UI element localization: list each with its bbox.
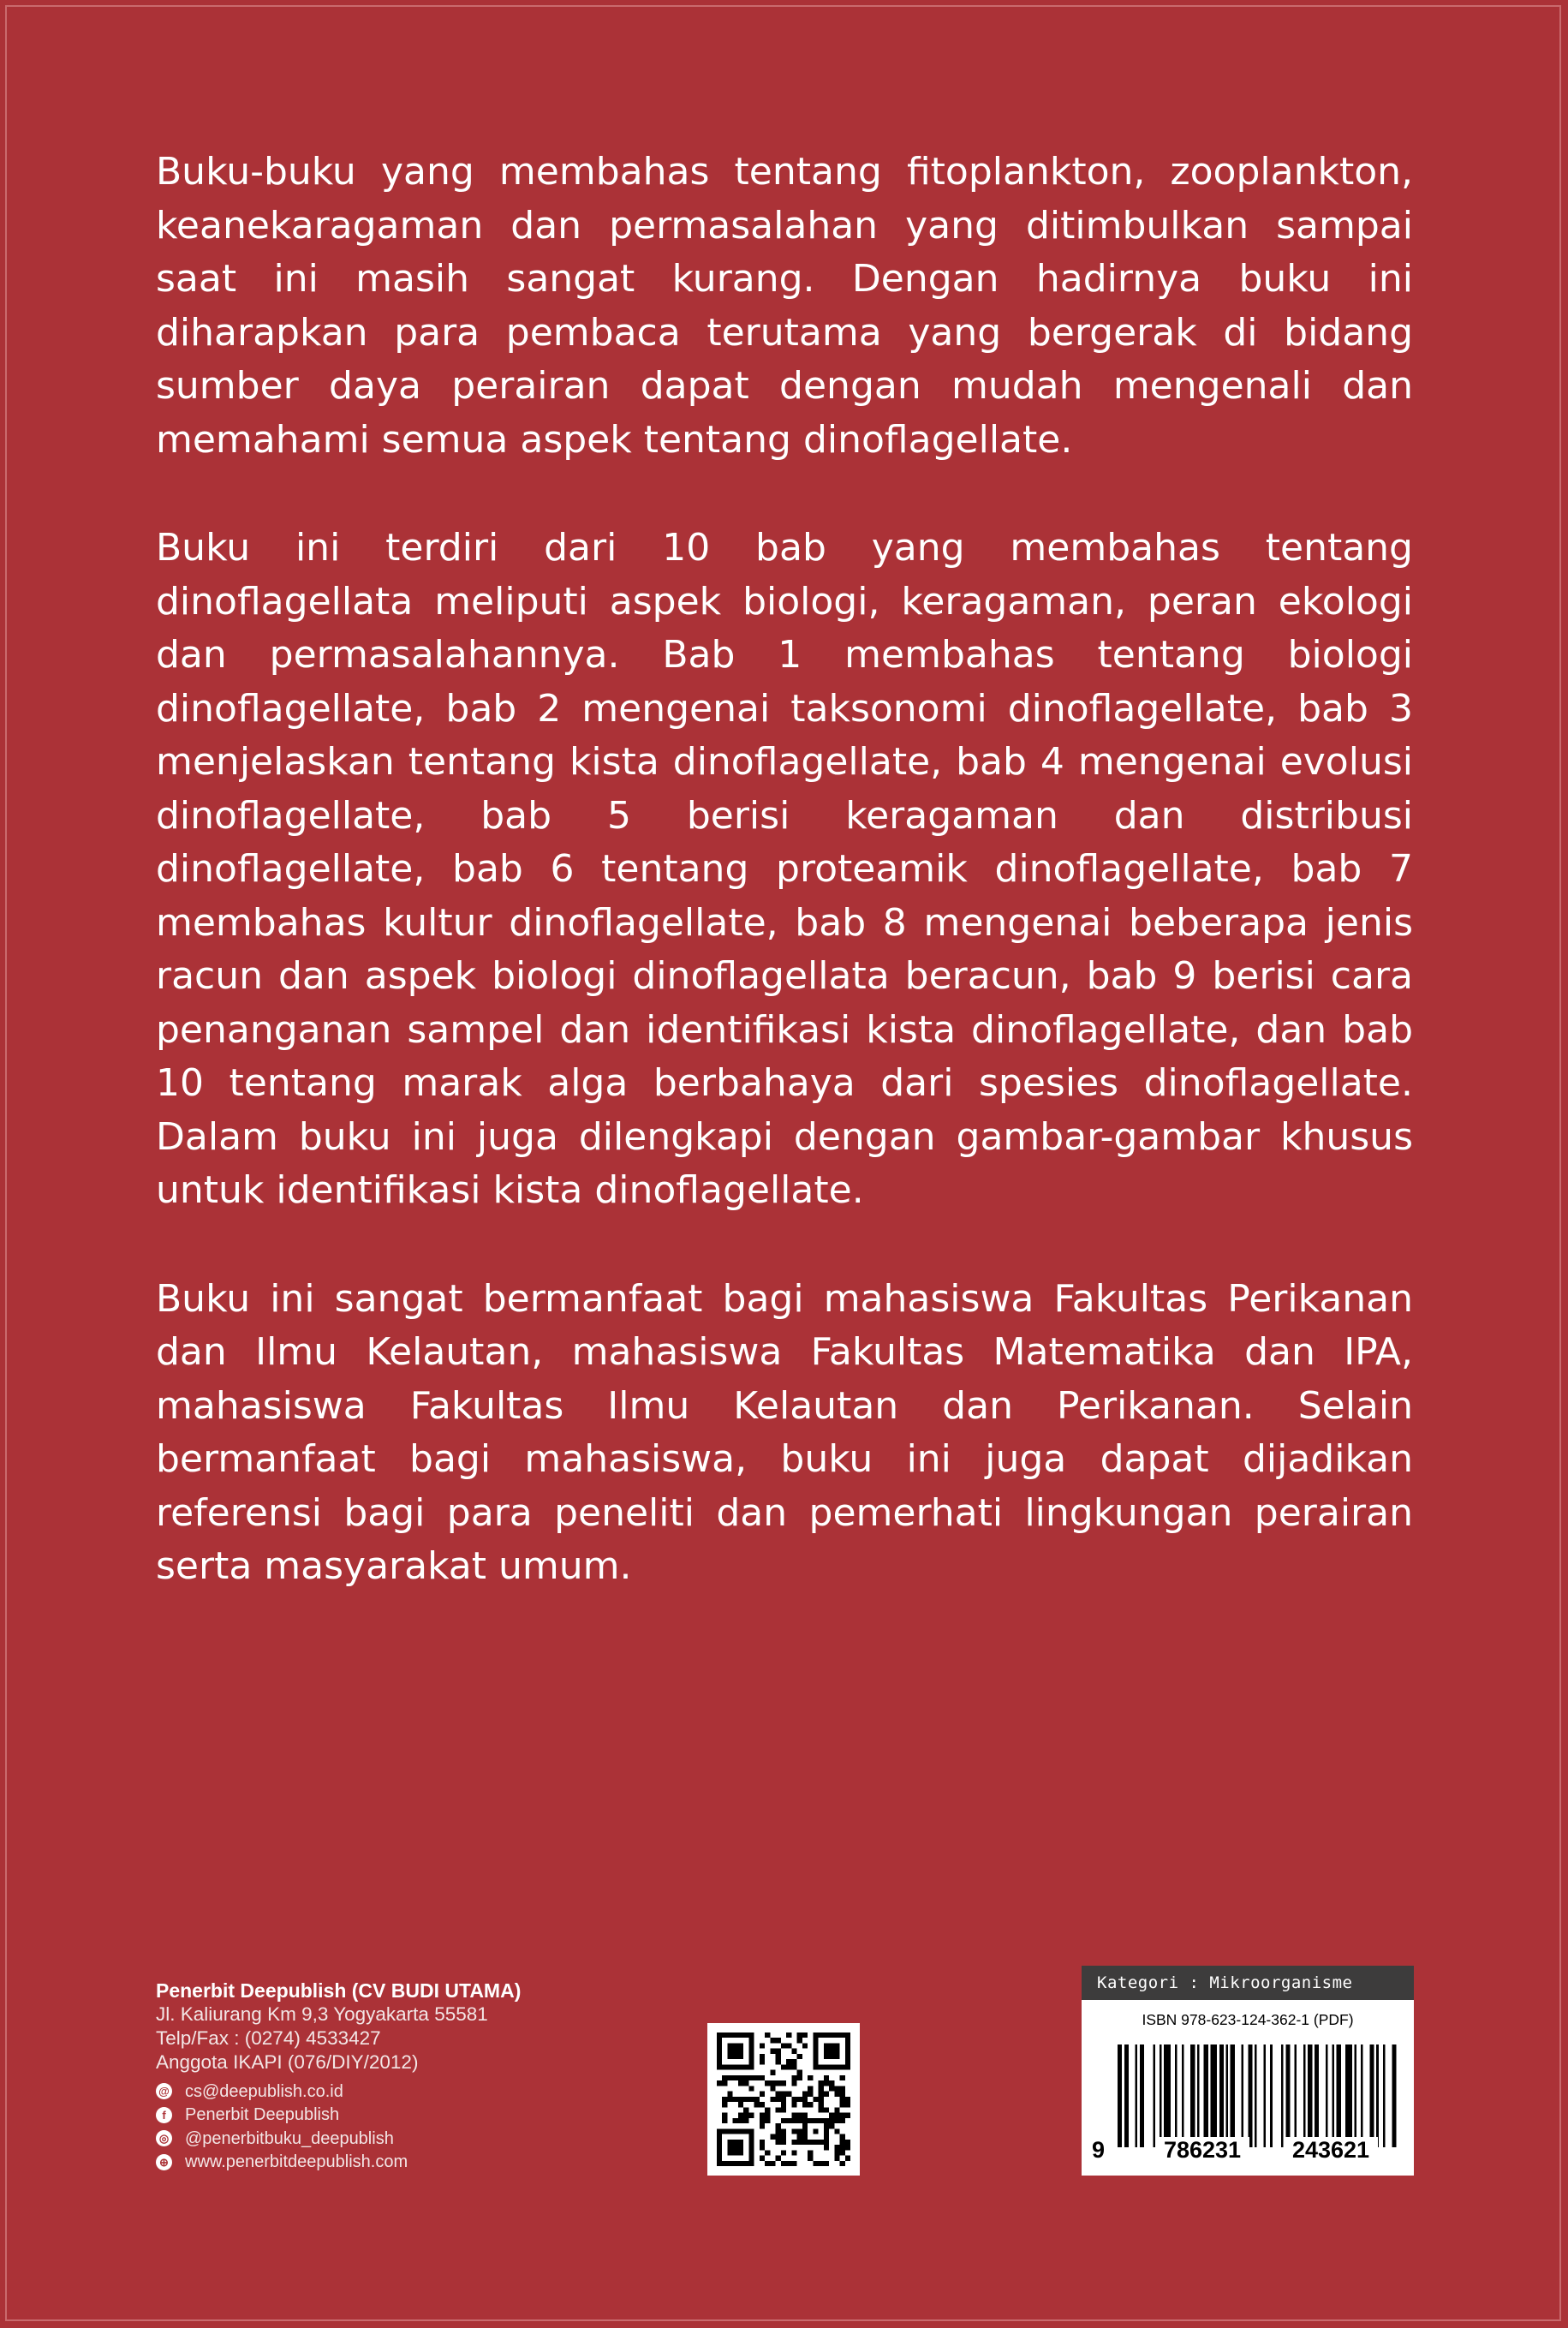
email-icon: @: [156, 2083, 172, 2099]
barcode-icon: [1118, 2044, 1398, 2147]
facebook-icon: f: [156, 2107, 172, 2123]
publisher-name: Penerbit Deepublish (CV BUDI UTAMA): [156, 1979, 522, 2002]
qr-code-icon: [717, 2033, 850, 2166]
contact-email-text: cs@deepublish.co.id: [185, 2081, 343, 2101]
isbn-label: [1082, 1966, 1414, 2176]
contact-website-text: www.penerbitdeepublish.com: [185, 2152, 408, 2172]
publisher-membership: Anggota IKAPI (076/DIY/2012): [156, 2051, 419, 2073]
barcode-digits: [1138, 2137, 1395, 2163]
contact-email[interactable]: [156, 2080, 687, 2104]
contact-facebook[interactable]: [156, 2104, 687, 2128]
contact-facebook-text: Penerbit Deepublish: [185, 2105, 340, 2125]
blurb-paragraph-1: Buku-buku yang membahas tentang fitoplankton, zooplankton, keanekaragaman dan permasalahan yang ditimbulkan sampai saat ini masih sangat kurang. Dengan hadirnya buku ini diharapkan para pembaca terutama yang bergerak di bidang sumber daya perairan dapat dengan mudah mengenali dan memahami semua aspek tentang dinoflagellate.: [156, 150, 1413, 462]
publisher-info: [156, 1979, 687, 2174]
isbn-number: ISBN 978-623-124-362-1 (PDF): [1142, 2011, 1354, 2028]
contact-instagram-text: @penerbitbuku_deepublish: [185, 2128, 394, 2148]
publisher-contacts: [156, 2080, 687, 2174]
barcode-group-2: 243621: [1284, 2137, 1378, 2163]
publisher-address: Jl. Kaliurang Km 9,3 Yogyakarta 55581: [156, 2003, 488, 2025]
category-label: Kategori : Mikroorganisme: [1082, 1966, 1414, 2000]
publisher-phone: Telp/Fax : (0274) 4533427: [156, 2027, 381, 2049]
back-cover-blurb: [156, 146, 1413, 1649]
contact-instagram[interactable]: [156, 2127, 687, 2151]
blurb-paragraph-3: Buku ini sangat bermanfaat bagi mahasiswa Fakultas Perikanan dan Ilmu Kelautan, mahasiswa Fakultas Matematika dan IPA, mahasiswa Fakultas Ilmu Kelautan dan Perikanan. Selain bermanfaat bagi mahasiswa, buku ini juga dapat dijadikan referensi bagi para peneliti dan pemerhati lingkungan perairan serta masyarakat umum.: [156, 1276, 1413, 1588]
barcode-group-1: 786231: [1155, 2137, 1249, 2163]
globe-icon: ⊕: [156, 2154, 172, 2170]
instagram-icon: ◎: [156, 2130, 172, 2146]
qr-code[interactable]: [707, 2023, 860, 2176]
barcode-prefix: 9: [1092, 2137, 1106, 2163]
contact-website[interactable]: [156, 2151, 687, 2175]
blurb-paragraph-2: Buku ini terdiri dari 10 bab yang membahas tentang dinoflagellata meliputi aspek biologi, keragaman, peran ekologi dan permasalahannya. Bab 1 membahas tentang biologi dinoflagellate, bab 2 mengenai taksonomi dinoflagellate, bab 3 menjelaskan tentang kista dinoflagellate, bab 4 mengenai evolusi dinoflagellate, bab 5 berisi keragaman dan distribusi dinoflagellate, bab 6 tentang proteamik dinoflagellate, bab 7 membahas kultur dinoflagellate, bab 8 mengenai beberapa jenis racun dan aspek biologi dinoflagellata beracun, bab 9 berisi cara penanganan sampel dan identifikasi kista dinoflagellate, dan bab 10 tentang marak alga berbahaya dari spesies dinoflagellate. Dalam buku ini juga dilengkapi dengan gambar-gambar khusus untuk identifikasi kista dinoflagellate.: [156, 526, 1413, 1212]
